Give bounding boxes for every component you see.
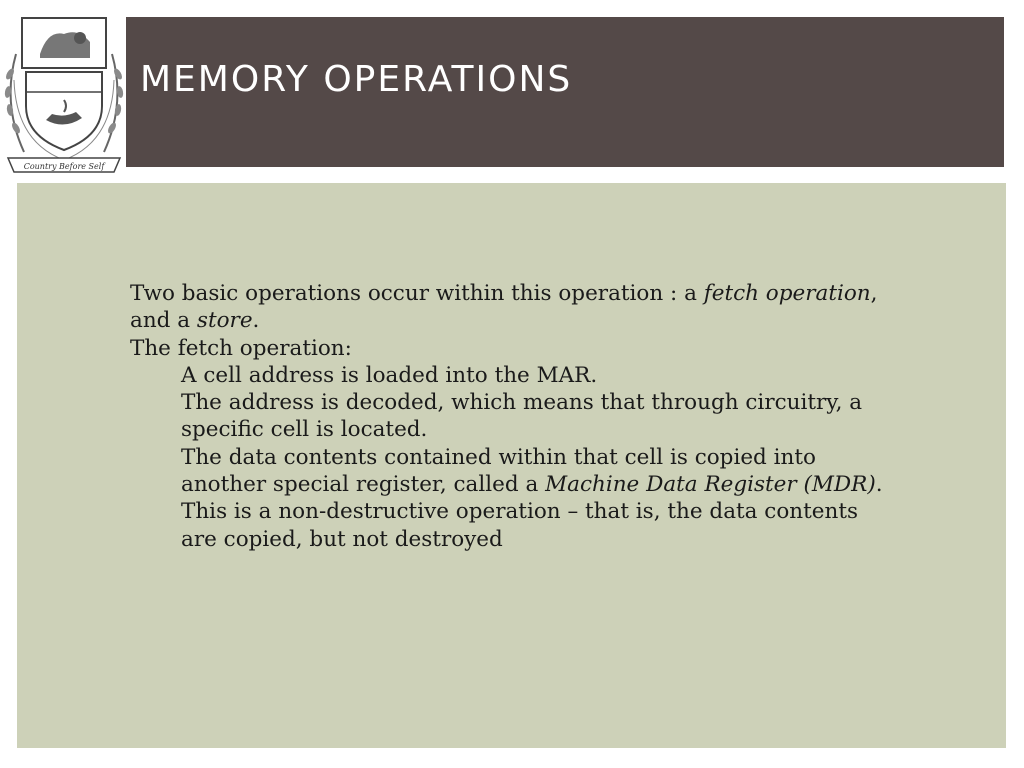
step-3-text: The data contents contained within that cell is copied into another special register, called a [181, 444, 816, 498]
svg-text:Country Before Self: Country Before Self [23, 162, 105, 171]
fetch-step-2: The address is decoded, which means that through circuitry, a specific cell is located. [181, 390, 863, 443]
intro-store-term: store [196, 308, 253, 334]
slide-title: MEMORY OPERATIONS [140, 59, 573, 100]
intro-text-3: . [252, 308, 260, 334]
content-panel [17, 183, 1006, 748]
crest-icon [0, 14, 128, 174]
intro-text-1: Two basic operations occur within this operation : a [130, 281, 704, 306]
intro-fetch-term: fetch operation [703, 281, 871, 306]
college-crest-logo [0, 14, 128, 174]
fetch-step-1: A cell address is loaded into the MAR. [181, 362, 598, 388]
fetch-heading: The fetch operation: [130, 335, 352, 361]
fetch-step-4: This is a non-destructive operation – that is, the data contents are copied, but not destroyed [181, 499, 859, 552]
step-3-period: . [875, 472, 883, 498]
mdr-term: Machine Data Register (MDR) [545, 472, 876, 498]
body-text [130, 280, 900, 553]
intro-text-2: , and a [130, 281, 878, 334]
fetch-step-3 [130, 444, 900, 499]
intro-paragraph [130, 280, 900, 335]
